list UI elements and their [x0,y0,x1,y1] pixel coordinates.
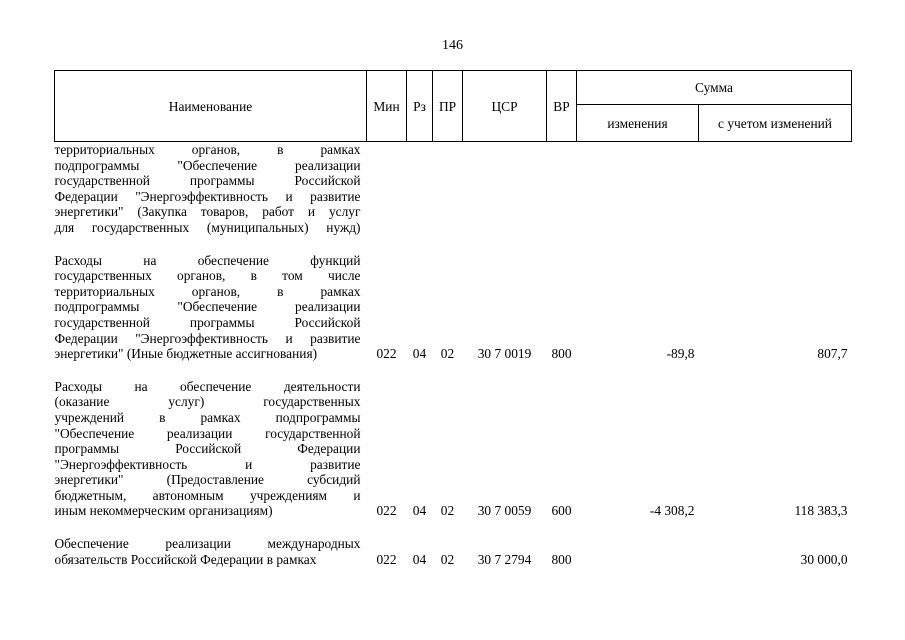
header-name: Наименование [55,71,367,142]
cell-name [55,379,367,519]
table-row [55,536,852,567]
cell-csr [463,142,547,236]
header-rz: Рз [407,71,433,142]
cell-min [367,142,407,236]
cell-total: 807,7 [817,346,848,362]
header-with-change: с учетом изменений [699,105,852,142]
name-line: Обеспечение реализации международных [54,536,361,552]
cell-rz [407,142,433,236]
cell-csr: 30 7 0019 [477,346,532,362]
header-min: Мин [367,71,407,142]
row-spacer [55,362,852,379]
cell-min: 022 [376,551,397,567]
cell-name [55,142,367,236]
cell-change: -4 308,2 [649,503,695,519]
cell-pr: 02 [440,346,455,362]
name-line: Расходы на обеспечение функций [54,252,361,268]
cell-min: 022 [376,503,397,519]
name-line: энергетики" (Предоставление субсидий [54,472,361,488]
row-spacer [55,236,852,253]
cell-total [699,142,852,236]
name-line: бюджетным, автономным учреждениям и [54,487,361,503]
header-change: изменения [577,105,699,142]
cell-csr: 30 7 2794 [477,551,532,567]
page-number: 146 [442,38,463,53]
cell-csr: 30 7 0059 [477,503,532,519]
cell-rz: 04 [412,503,427,519]
name-line: подпрограммы "Обеспечение реализации [54,157,361,173]
name-line: иным некоммерческим организациям) [54,503,273,519]
cell-vr: 600 [551,503,572,519]
name-line: обязательств Российской Федерации в рамках [54,551,317,567]
name-line: (оказание услуг) государственных [54,394,361,410]
name-line: энергетики" (Закупка товаров, работ и услуг [54,204,361,220]
cell-change: -89,8 [666,346,695,362]
cell-total: 30 000,0 [800,551,848,567]
cell-pr: 02 [440,503,455,519]
header-csr: ЦСР [463,71,547,142]
cell-min: 022 [376,346,397,362]
table-row [55,253,852,362]
cell-pr [433,142,463,236]
name-line: Федерации "Энергоэффективность и развитие [54,330,361,346]
name-line: Федерации "Энергоэффективность и развитие [54,188,361,204]
cell-vr: 800 [551,551,572,567]
cell-name [55,536,367,567]
cell-name [55,253,367,362]
name-line: территориальных органов, в рамках [54,283,361,299]
name-line: "Обеспечение реализации государственной [54,425,361,441]
name-line: государственных органов, в том числе [54,268,361,284]
name-line: "Энергоэффективность и развитие [54,456,361,472]
name-line: государственной программы Российской [54,173,361,189]
name-line: программы Российской Федерации [54,441,361,457]
cell-vr [547,142,577,236]
header-pr: ПР [433,71,463,142]
table-row [55,379,852,519]
budget-table [54,70,852,567]
cell-vr: 800 [551,346,572,362]
name-line: учреждений в рамках подпрограммы [54,409,361,425]
cell-change [577,536,699,567]
name-line: государственной программы Российской [54,314,361,330]
row-spacer [55,519,852,536]
cell-total: 118 383,3 [794,503,848,519]
cell-rz: 04 [412,551,427,567]
name-line: для государственных (муниципальных) нужд) [54,219,361,235]
name-line: энергетики" (Иные бюджетные ассигнования) [54,346,318,362]
name-line: подпрограммы "Обеспечение реализации [54,299,361,315]
cell-change [577,142,699,236]
cell-rz: 04 [412,346,427,362]
name-line: Расходы на обеспечение деятельности [54,378,361,394]
header-vr: ВР [547,71,577,142]
table-body [55,142,852,568]
table-row [55,142,852,236]
cell-pr: 02 [440,551,455,567]
header-summa: Сумма [577,71,852,105]
name-line: территориальных органов, в рамках [54,142,361,157]
